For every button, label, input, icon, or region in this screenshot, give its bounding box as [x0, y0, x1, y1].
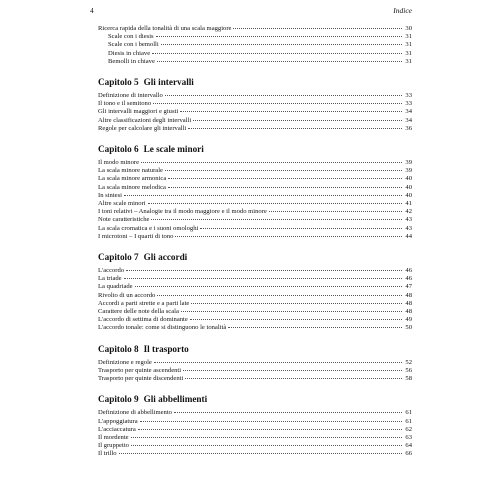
toc-entry-page: 52: [405, 358, 412, 366]
toc-entry-page: 50: [405, 324, 412, 332]
dot-leader: [119, 453, 403, 454]
toc-entry-page: 40: [405, 183, 412, 191]
toc-entry-label: La scala minore melodica: [98, 183, 166, 191]
toc-entry-page: 36: [405, 124, 412, 132]
toc-entry[interactable]: [98, 292, 412, 300]
toc-entry[interactable]: [98, 450, 412, 458]
toc-entry[interactable]: [98, 308, 412, 316]
toc-entry-page: 49: [405, 316, 412, 324]
dot-leader: [131, 445, 402, 446]
toc-entry[interactable]: [98, 267, 412, 275]
toc-section: [98, 251, 412, 333]
dot-leader: [138, 429, 402, 430]
chapter-heading: [98, 393, 412, 405]
dot-leader: [148, 203, 402, 204]
chapter-number: Capitolo 7: [98, 252, 139, 263]
toc-entry[interactable]: [98, 117, 412, 125]
chapter-name: Gli abbellimenti: [143, 394, 208, 405]
toc-entry-page: 40: [405, 175, 412, 183]
toc-entry[interactable]: [98, 426, 412, 434]
toc-entry[interactable]: [98, 418, 412, 426]
dot-leader: [175, 236, 402, 237]
toc-entry[interactable]: [98, 300, 412, 308]
toc-entry-page: 46: [405, 267, 412, 275]
toc-entry-label: L'accordo: [98, 267, 125, 275]
toc-entry-label: Definizione di abbellimento: [98, 409, 172, 417]
toc-entry-label: L'accordo tonale: come si distinguono le tonalità: [98, 324, 227, 332]
toc-entry-page: 66: [405, 450, 412, 458]
toc-entry-page: 42: [405, 208, 412, 216]
toc-entry-label: La scala cromatica e i suoni omologhi: [98, 224, 199, 232]
chapter-name: Il trasporto: [143, 343, 189, 354]
toc-entry-page: 34: [405, 108, 412, 116]
toc-entry-label: Scale con i diesis: [108, 33, 154, 41]
dot-leader: [180, 111, 402, 112]
chapter-name: Gli accordi: [143, 252, 188, 263]
toc-entry[interactable]: [98, 92, 412, 100]
toc-entry-label: Il gruppetto: [98, 442, 129, 450]
dot-leader: [168, 187, 402, 188]
toc-entry-page: 31: [405, 57, 412, 65]
toc-entry[interactable]: [98, 175, 412, 183]
toc-entry-label: Il modo minore: [98, 159, 140, 167]
toc-section: [98, 143, 412, 241]
toc-entry[interactable]: [98, 316, 412, 324]
toc-entry-label: Trasporto per quinte discendenti: [98, 375, 184, 383]
dot-leader: [140, 421, 402, 422]
toc-entry-label: L'accordo di settima di dominante: [98, 316, 188, 324]
toc-entry[interactable]: [98, 275, 412, 283]
chapter-name: Le scale minori: [143, 144, 204, 155]
toc-entry-label: L'appoggiatura: [98, 417, 138, 425]
toc-entry-page: 33: [405, 100, 412, 108]
dot-leader: [174, 412, 402, 413]
page-header: [90, 6, 412, 15]
toc-entry-page: 63: [405, 433, 412, 441]
toc-entry-label: Note caratteristiche: [98, 216, 150, 224]
toc-entry-label: I toni relativi – Analogie tra il modo maggiore e il modo minore: [98, 208, 267, 216]
toc-entry-page: 34: [405, 116, 412, 124]
toc-entry-page: 39: [405, 159, 412, 167]
toc-entry-page: 46: [405, 275, 412, 283]
dot-leader: [190, 319, 402, 320]
toc-entry-label: Definizione e regole: [98, 358, 152, 366]
dot-leader: [154, 362, 402, 363]
toc-section: [98, 76, 412, 133]
toc-entry-label: Altre scale minori: [98, 200, 146, 208]
toc-entry-page: 64: [405, 442, 412, 450]
dot-leader: [183, 370, 402, 371]
toc-entry-page: 61: [405, 417, 412, 425]
toc-entry[interactable]: [98, 359, 412, 367]
toc-entry-page: 44: [405, 232, 412, 240]
running-title: Indice: [393, 6, 412, 15]
dot-leader: [131, 437, 402, 438]
toc-entry[interactable]: [98, 33, 412, 41]
toc-entry[interactable]: [98, 283, 412, 291]
toc-entry[interactable]: [98, 324, 412, 332]
toc-entry-label: I microtoni – I quarti di tono: [98, 232, 174, 240]
toc-entry-label: Bemolli in chiave: [108, 57, 155, 65]
toc-entry-label: Carattere delle note della scala: [98, 308, 179, 316]
toc-entry[interactable]: [98, 200, 412, 208]
chapter-number: Capitolo 8: [98, 343, 139, 354]
toc-entry-page: 41: [405, 200, 412, 208]
toc-entry[interactable]: [98, 41, 412, 49]
chapter-number: Capitolo 6: [98, 144, 139, 155]
chapter-name: Gli intervalli: [143, 77, 194, 88]
toc-entry-label: Rivolto di un accordo: [98, 291, 156, 299]
dot-leader: [168, 178, 402, 179]
dot-leader: [165, 170, 402, 171]
toc-entry-page: 56: [405, 366, 412, 374]
dot-leader: [181, 311, 402, 312]
toc-entry[interactable]: [98, 184, 412, 192]
toc-entry[interactable]: [98, 125, 412, 133]
dot-leader: [157, 61, 402, 62]
table-of-contents: [98, 25, 412, 459]
dot-leader: [188, 128, 402, 129]
dot-leader: [185, 378, 402, 379]
toc-entry-label: Trasporto per quinte ascendenti: [98, 366, 182, 374]
toc-section: [98, 393, 412, 458]
toc-entry[interactable]: [98, 100, 412, 108]
toc-entry-label: Altre classificazioni degli intervalli: [98, 116, 192, 124]
toc-entry[interactable]: [98, 167, 412, 175]
toc-entry-page: 48: [405, 308, 412, 316]
toc-entry-page: 48: [405, 291, 412, 299]
toc-entry[interactable]: [98, 192, 412, 200]
toc-entry[interactable]: [98, 375, 412, 383]
toc-entry-label: Il tono e il semitono: [98, 100, 152, 108]
dot-leader: [165, 95, 402, 96]
toc-entry[interactable]: [98, 208, 412, 216]
toc-entry-label: Il trillo: [98, 450, 117, 458]
dot-leader: [124, 278, 402, 279]
toc-entry[interactable]: [98, 225, 412, 233]
dot-leader: [151, 219, 402, 220]
toc-entry-page: 39: [405, 167, 412, 175]
toc-entry-page: 43: [405, 224, 412, 232]
toc-section: [98, 343, 412, 384]
toc-entry[interactable]: [98, 58, 412, 66]
toc-entry[interactable]: [98, 233, 412, 241]
dot-leader: [193, 120, 402, 121]
dot-leader: [135, 286, 402, 287]
toc-entry-page: 47: [405, 283, 412, 291]
dot-leader: [156, 36, 402, 37]
dot-leader: [141, 162, 402, 163]
dot-leader: [233, 28, 402, 29]
toc-entry[interactable]: [98, 50, 412, 58]
toc-entry-page: 31: [405, 41, 412, 49]
toc-section: [98, 25, 412, 66]
dot-leader: [228, 327, 402, 328]
dot-leader: [124, 195, 402, 196]
chapter-number: Capitolo 5: [98, 77, 139, 88]
dot-leader: [161, 44, 402, 45]
toc-entry-label: La scala minore armonica: [98, 175, 167, 183]
chapter-heading: [98, 143, 412, 155]
toc-entry-page: 61: [405, 409, 412, 417]
toc-entry-page: 31: [405, 33, 412, 41]
toc-entry-page: 30: [405, 25, 412, 32]
toc-entry-page: 43: [405, 216, 412, 224]
chapter-heading: [98, 76, 412, 88]
toc-entry-page: 31: [405, 49, 412, 57]
chapter-heading: [98, 251, 412, 263]
dot-leader: [191, 303, 402, 304]
toc-entry[interactable]: [98, 159, 412, 167]
toc-entry-page: 40: [405, 191, 412, 199]
dot-leader: [152, 53, 402, 54]
dot-leader: [157, 295, 402, 296]
chapter-number: Capitolo 9: [98, 394, 139, 405]
toc-entry-label: Definizione di intervallo: [98, 92, 163, 100]
toc-entry-label: Regole per calcolare gli intervalli: [98, 124, 187, 132]
toc-entry-page: 62: [405, 425, 412, 433]
toc-entry-label: Ricerca rapida della tonalità di una scala maggiore: [98, 25, 232, 32]
toc-entry[interactable]: [98, 409, 412, 417]
toc-entry-label: La quadriade: [98, 283, 133, 291]
toc-entry-label: Diesis in chiave: [108, 49, 151, 57]
toc-entry[interactable]: [98, 216, 412, 224]
toc-entry-label: Accordi a parti strette e a parti late: [98, 299, 190, 307]
dot-leader: [153, 103, 402, 104]
page-number: 4: [90, 6, 94, 15]
toc-entry-page: 48: [405, 299, 412, 307]
dot-leader: [126, 270, 402, 271]
toc-entry-label: In sintesi: [98, 191, 122, 199]
toc-entry-page: 58: [405, 375, 412, 383]
toc-entry-label: L'acciaccatura: [98, 425, 136, 433]
toc-entry[interactable]: [98, 108, 412, 116]
chapter-heading: [98, 343, 412, 355]
dot-leader: [269, 211, 402, 212]
toc-entry-label: La scala minore naturale: [98, 167, 163, 175]
toc-entry-label: Gli intervalli maggiori e giusti: [98, 108, 179, 116]
toc-entry[interactable]: [98, 25, 412, 33]
toc-entry-label: La triade: [98, 275, 122, 283]
toc-entry[interactable]: [98, 442, 412, 450]
toc-entry-label: Scale con i bemolli: [108, 41, 159, 49]
toc-entry[interactable]: [98, 367, 412, 375]
toc-entry[interactable]: [98, 434, 412, 442]
dot-leader: [200, 228, 402, 229]
toc-entry-label: Il mordente: [98, 433, 129, 441]
toc-entry-page: 33: [405, 92, 412, 100]
